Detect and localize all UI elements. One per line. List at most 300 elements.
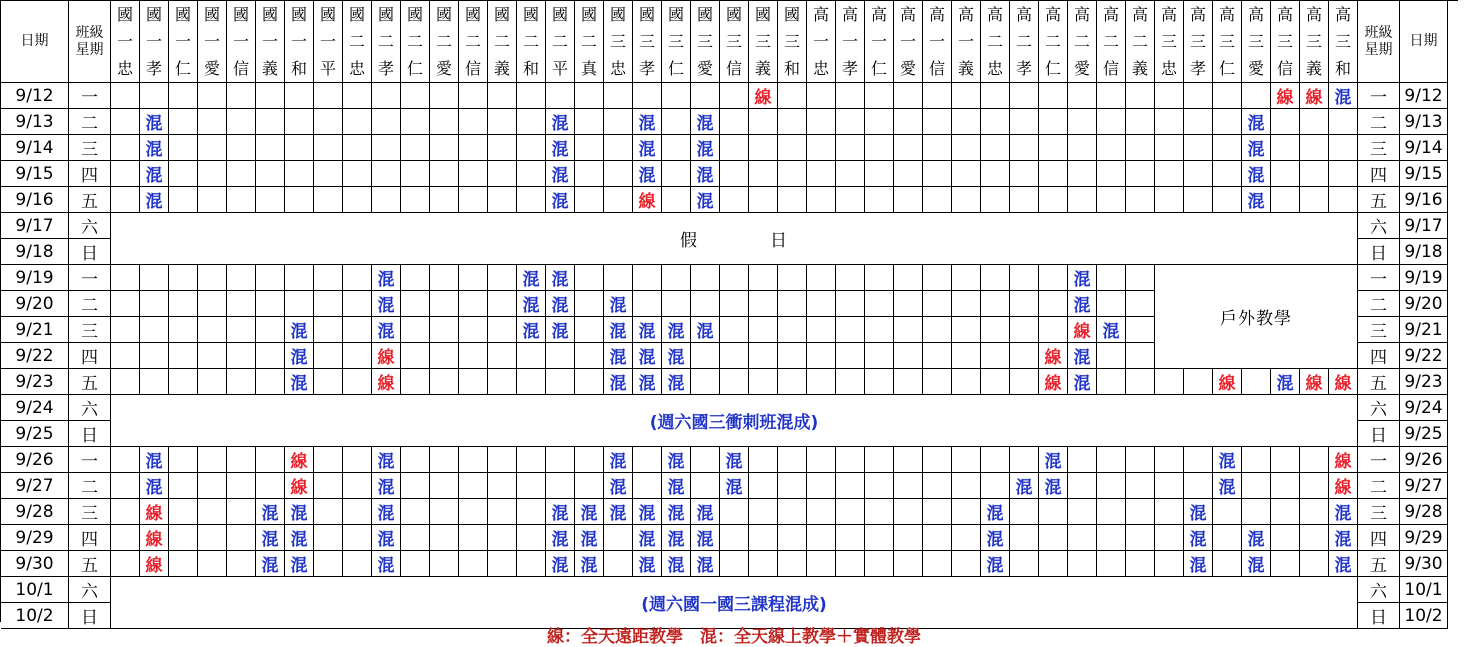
schedule-cell[interactable] — [952, 265, 981, 291]
schedule-cell[interactable] — [488, 187, 517, 213]
schedule-cell[interactable] — [1184, 499, 1213, 525]
schedule-cell[interactable] — [1329, 499, 1358, 525]
schedule-cell[interactable] — [1010, 447, 1039, 473]
schedule-cell[interactable] — [430, 317, 459, 343]
schedule-cell[interactable] — [285, 291, 314, 317]
schedule-cell[interactable] — [1329, 187, 1358, 213]
schedule-cell[interactable] — [923, 187, 952, 213]
schedule-cell[interactable] — [111, 447, 140, 473]
schedule-cell[interactable] — [981, 473, 1010, 499]
schedule-cell[interactable] — [343, 473, 372, 499]
schedule-cell[interactable] — [575, 525, 604, 551]
schedule-cell[interactable] — [372, 109, 401, 135]
schedule-cell[interactable] — [894, 83, 923, 109]
schedule-cell[interactable] — [1068, 109, 1097, 135]
schedule-cell[interactable] — [285, 161, 314, 187]
schedule-cell[interactable] — [430, 369, 459, 395]
schedule-cell[interactable] — [807, 499, 836, 525]
schedule-cell[interactable] — [720, 499, 749, 525]
schedule-cell[interactable] — [169, 473, 198, 499]
schedule-cell[interactable] — [343, 187, 372, 213]
schedule-cell[interactable] — [256, 291, 285, 317]
schedule-cell[interactable] — [1010, 83, 1039, 109]
schedule-cell[interactable] — [604, 109, 633, 135]
schedule-cell[interactable] — [517, 525, 546, 551]
schedule-cell[interactable] — [633, 473, 662, 499]
schedule-cell[interactable] — [952, 291, 981, 317]
schedule-cell[interactable] — [256, 473, 285, 499]
schedule-cell[interactable] — [169, 317, 198, 343]
schedule-cell[interactable] — [227, 317, 256, 343]
schedule-cell[interactable] — [343, 265, 372, 291]
schedule-cell[interactable] — [372, 369, 401, 395]
schedule-cell[interactable] — [111, 161, 140, 187]
schedule-cell[interactable] — [1213, 473, 1242, 499]
schedule-cell[interactable] — [459, 499, 488, 525]
schedule-cell[interactable] — [169, 135, 198, 161]
schedule-cell[interactable] — [662, 187, 691, 213]
schedule-cell[interactable] — [1126, 109, 1155, 135]
schedule-cell[interactable] — [923, 499, 952, 525]
schedule-cell[interactable] — [807, 551, 836, 577]
schedule-cell[interactable] — [285, 317, 314, 343]
class-header[interactable] — [1155, 1, 1184, 83]
schedule-cell[interactable] — [575, 343, 604, 369]
schedule-cell[interactable] — [865, 473, 894, 499]
schedule-cell[interactable] — [401, 473, 430, 499]
schedule-cell[interactable] — [256, 161, 285, 187]
schedule-cell[interactable] — [1271, 447, 1300, 473]
schedule-cell[interactable] — [662, 473, 691, 499]
schedule-cell[interactable] — [198, 369, 227, 395]
schedule-cell[interactable] — [459, 109, 488, 135]
schedule-cell[interactable] — [1213, 447, 1242, 473]
schedule-cell[interactable] — [140, 83, 169, 109]
schedule-cell[interactable] — [111, 187, 140, 213]
schedule-cell[interactable] — [952, 83, 981, 109]
schedule-cell[interactable] — [894, 369, 923, 395]
schedule-cell[interactable] — [227, 109, 256, 135]
schedule-cell[interactable] — [1126, 265, 1155, 291]
class-header[interactable] — [1300, 1, 1329, 83]
schedule-cell[interactable] — [923, 161, 952, 187]
class-header[interactable] — [807, 1, 836, 83]
schedule-cell[interactable] — [343, 161, 372, 187]
schedule-cell[interactable] — [1097, 161, 1126, 187]
class-header[interactable] — [1126, 1, 1155, 83]
schedule-cell[interactable] — [459, 343, 488, 369]
schedule-cell[interactable] — [720, 317, 749, 343]
schedule-cell[interactable] — [430, 499, 459, 525]
schedule-cell[interactable] — [459, 161, 488, 187]
schedule-cell[interactable] — [111, 551, 140, 577]
schedule-cell[interactable] — [1068, 317, 1097, 343]
schedule-cell[interactable] — [720, 369, 749, 395]
schedule-cell[interactable] — [546, 551, 575, 577]
schedule-cell[interactable] — [488, 551, 517, 577]
schedule-cell[interactable] — [662, 525, 691, 551]
schedule-cell[interactable] — [952, 551, 981, 577]
schedule-cell[interactable] — [1213, 551, 1242, 577]
schedule-cell[interactable] — [227, 499, 256, 525]
schedule-cell[interactable] — [1155, 135, 1184, 161]
schedule-cell[interactable] — [604, 291, 633, 317]
schedule-cell[interactable] — [1271, 499, 1300, 525]
schedule-cell[interactable] — [1010, 291, 1039, 317]
schedule-cell[interactable] — [778, 343, 807, 369]
schedule-cell[interactable] — [720, 473, 749, 499]
schedule-cell[interactable] — [1039, 161, 1068, 187]
schedule-cell[interactable] — [314, 317, 343, 343]
schedule-cell[interactable] — [1242, 473, 1271, 499]
schedule-cell[interactable] — [1010, 135, 1039, 161]
schedule-cell[interactable] — [604, 265, 633, 291]
schedule-cell[interactable] — [111, 473, 140, 499]
schedule-cell[interactable] — [604, 525, 633, 551]
schedule-cell[interactable] — [691, 109, 720, 135]
schedule-cell[interactable] — [169, 187, 198, 213]
schedule-cell[interactable] — [720, 161, 749, 187]
class-header[interactable] — [1010, 1, 1039, 83]
schedule-cell[interactable] — [401, 369, 430, 395]
schedule-cell[interactable] — [836, 447, 865, 473]
schedule-cell[interactable] — [140, 499, 169, 525]
schedule-cell[interactable] — [604, 187, 633, 213]
schedule-cell[interactable] — [488, 265, 517, 291]
schedule-cell[interactable] — [227, 135, 256, 161]
schedule-cell[interactable] — [256, 187, 285, 213]
schedule-cell[interactable] — [720, 109, 749, 135]
schedule-cell[interactable] — [1184, 109, 1213, 135]
schedule-cell[interactable] — [720, 343, 749, 369]
schedule-cell[interactable] — [140, 473, 169, 499]
schedule-cell[interactable] — [459, 369, 488, 395]
schedule-cell[interactable] — [836, 551, 865, 577]
schedule-cell[interactable] — [517, 135, 546, 161]
schedule-cell[interactable] — [169, 499, 198, 525]
schedule-cell[interactable] — [807, 109, 836, 135]
schedule-cell[interactable] — [1271, 161, 1300, 187]
schedule-cell[interactable] — [894, 291, 923, 317]
schedule-cell[interactable] — [749, 83, 778, 109]
schedule-cell[interactable] — [285, 551, 314, 577]
schedule-cell[interactable] — [198, 291, 227, 317]
schedule-cell[interactable] — [720, 187, 749, 213]
schedule-cell[interactable] — [1068, 473, 1097, 499]
schedule-cell[interactable] — [691, 499, 720, 525]
schedule-cell[interactable] — [1068, 291, 1097, 317]
schedule-cell[interactable] — [1039, 135, 1068, 161]
schedule-cell[interactable] — [807, 135, 836, 161]
schedule-cell[interactable] — [140, 317, 169, 343]
schedule-cell[interactable] — [227, 83, 256, 109]
schedule-cell[interactable] — [894, 551, 923, 577]
schedule-cell[interactable] — [517, 499, 546, 525]
schedule-cell[interactable] — [836, 473, 865, 499]
schedule-cell[interactable] — [459, 447, 488, 473]
schedule-cell[interactable] — [1097, 187, 1126, 213]
schedule-cell[interactable] — [778, 135, 807, 161]
schedule-cell[interactable] — [1097, 135, 1126, 161]
schedule-cell[interactable] — [1184, 447, 1213, 473]
schedule-cell[interactable] — [865, 187, 894, 213]
schedule-cell[interactable] — [1097, 369, 1126, 395]
schedule-cell[interactable] — [691, 447, 720, 473]
class-header[interactable] — [749, 1, 778, 83]
schedule-cell[interactable] — [546, 473, 575, 499]
schedule-cell[interactable] — [720, 83, 749, 109]
schedule-cell[interactable] — [778, 447, 807, 473]
schedule-cell[interactable] — [778, 83, 807, 109]
schedule-cell[interactable] — [575, 369, 604, 395]
schedule-cell[interactable] — [865, 525, 894, 551]
schedule-cell[interactable] — [285, 525, 314, 551]
schedule-cell[interactable] — [836, 369, 865, 395]
schedule-cell[interactable] — [227, 447, 256, 473]
schedule-cell[interactable] — [1213, 525, 1242, 551]
schedule-cell[interactable] — [894, 473, 923, 499]
schedule-cell[interactable] — [662, 369, 691, 395]
schedule-cell[interactable] — [1300, 473, 1329, 499]
schedule-cell[interactable] — [459, 187, 488, 213]
schedule-cell[interactable] — [198, 317, 227, 343]
schedule-cell[interactable] — [865, 499, 894, 525]
schedule-cell[interactable] — [140, 161, 169, 187]
schedule-cell[interactable] — [575, 317, 604, 343]
schedule-cell[interactable] — [691, 83, 720, 109]
schedule-cell[interactable] — [1097, 83, 1126, 109]
schedule-cell[interactable] — [314, 291, 343, 317]
schedule-cell[interactable] — [1068, 265, 1097, 291]
schedule-cell[interactable] — [430, 109, 459, 135]
schedule-cell[interactable] — [691, 369, 720, 395]
schedule-cell[interactable] — [1329, 525, 1358, 551]
schedule-cell[interactable] — [1097, 291, 1126, 317]
schedule-cell[interactable] — [1126, 291, 1155, 317]
schedule-cell[interactable] — [401, 499, 430, 525]
schedule-cell[interactable] — [401, 135, 430, 161]
schedule-cell[interactable] — [401, 187, 430, 213]
schedule-cell[interactable] — [1242, 83, 1271, 109]
schedule-cell[interactable] — [1184, 525, 1213, 551]
schedule-cell[interactable] — [604, 369, 633, 395]
schedule-cell[interactable] — [227, 473, 256, 499]
schedule-cell[interactable] — [807, 525, 836, 551]
schedule-cell[interactable] — [1242, 135, 1271, 161]
schedule-cell[interactable] — [691, 291, 720, 317]
schedule-cell[interactable] — [1213, 135, 1242, 161]
schedule-cell[interactable] — [488, 369, 517, 395]
schedule-cell[interactable] — [198, 551, 227, 577]
schedule-cell[interactable] — [227, 291, 256, 317]
schedule-cell[interactable] — [517, 551, 546, 577]
schedule-cell[interactable] — [111, 317, 140, 343]
class-header[interactable] — [720, 1, 749, 83]
class-header[interactable] — [140, 1, 169, 83]
schedule-cell[interactable] — [807, 291, 836, 317]
schedule-cell[interactable] — [1271, 187, 1300, 213]
schedule-cell[interactable] — [1300, 525, 1329, 551]
class-header[interactable] — [691, 1, 720, 83]
schedule-cell[interactable] — [1126, 551, 1155, 577]
class-header[interactable] — [894, 1, 923, 83]
schedule-cell[interactable] — [546, 265, 575, 291]
schedule-cell[interactable] — [256, 317, 285, 343]
schedule-cell[interactable] — [1010, 187, 1039, 213]
schedule-cell[interactable] — [1039, 473, 1068, 499]
schedule-cell[interactable] — [140, 369, 169, 395]
schedule-cell[interactable] — [981, 369, 1010, 395]
schedule-cell[interactable] — [256, 109, 285, 135]
schedule-cell[interactable] — [662, 551, 691, 577]
schedule-cell[interactable] — [1184, 161, 1213, 187]
schedule-cell[interactable] — [546, 369, 575, 395]
schedule-cell[interactable] — [1242, 551, 1271, 577]
schedule-cell[interactable] — [169, 343, 198, 369]
schedule-cell[interactable] — [488, 317, 517, 343]
schedule-cell[interactable] — [1010, 473, 1039, 499]
schedule-cell[interactable] — [1184, 187, 1213, 213]
schedule-cell[interactable] — [401, 525, 430, 551]
schedule-cell[interactable] — [140, 343, 169, 369]
schedule-cell[interactable] — [1039, 83, 1068, 109]
schedule-cell[interactable] — [343, 499, 372, 525]
schedule-cell[interactable] — [720, 447, 749, 473]
schedule-cell[interactable] — [517, 317, 546, 343]
schedule-cell[interactable] — [575, 265, 604, 291]
schedule-cell[interactable] — [343, 291, 372, 317]
schedule-cell[interactable] — [865, 343, 894, 369]
schedule-cell[interactable] — [372, 473, 401, 499]
schedule-cell[interactable] — [575, 187, 604, 213]
schedule-cell[interactable] — [285, 135, 314, 161]
schedule-cell[interactable] — [749, 447, 778, 473]
schedule-cell[interactable] — [1271, 83, 1300, 109]
class-header[interactable] — [778, 1, 807, 83]
schedule-cell[interactable] — [546, 317, 575, 343]
schedule-cell[interactable] — [140, 525, 169, 551]
schedule-cell[interactable] — [662, 499, 691, 525]
schedule-cell[interactable] — [865, 135, 894, 161]
schedule-cell[interactable] — [169, 265, 198, 291]
schedule-cell[interactable] — [546, 187, 575, 213]
schedule-cell[interactable] — [1300, 187, 1329, 213]
schedule-cell[interactable] — [1271, 551, 1300, 577]
schedule-cell[interactable] — [720, 265, 749, 291]
schedule-cell[interactable] — [1155, 83, 1184, 109]
schedule-cell[interactable] — [285, 369, 314, 395]
schedule-cell[interactable] — [1097, 265, 1126, 291]
schedule-cell[interactable] — [517, 265, 546, 291]
schedule-cell[interactable] — [1039, 317, 1068, 343]
schedule-cell[interactable] — [1068, 135, 1097, 161]
schedule-cell[interactable] — [488, 447, 517, 473]
schedule-cell[interactable] — [981, 551, 1010, 577]
schedule-cell[interactable] — [1126, 473, 1155, 499]
schedule-cell[interactable] — [198, 135, 227, 161]
schedule-cell[interactable] — [836, 499, 865, 525]
schedule-cell[interactable] — [459, 551, 488, 577]
schedule-cell[interactable] — [314, 135, 343, 161]
schedule-cell[interactable] — [1242, 187, 1271, 213]
schedule-cell[interactable] — [372, 187, 401, 213]
schedule-cell[interactable] — [923, 83, 952, 109]
schedule-cell[interactable] — [1184, 551, 1213, 577]
schedule-cell[interactable] — [198, 187, 227, 213]
schedule-cell[interactable] — [865, 447, 894, 473]
schedule-cell[interactable] — [1155, 369, 1184, 395]
schedule-cell[interactable] — [633, 83, 662, 109]
schedule-cell[interactable] — [575, 499, 604, 525]
schedule-cell[interactable] — [1300, 551, 1329, 577]
schedule-cell[interactable] — [836, 317, 865, 343]
schedule-cell[interactable] — [285, 187, 314, 213]
schedule-cell[interactable] — [894, 525, 923, 551]
schedule-cell[interactable] — [546, 83, 575, 109]
schedule-cell[interactable] — [372, 161, 401, 187]
schedule-cell[interactable] — [285, 499, 314, 525]
schedule-cell[interactable] — [662, 265, 691, 291]
schedule-cell[interactable] — [604, 343, 633, 369]
schedule-cell[interactable] — [923, 551, 952, 577]
schedule-cell[interactable] — [807, 187, 836, 213]
schedule-cell[interactable] — [865, 161, 894, 187]
schedule-cell[interactable] — [865, 83, 894, 109]
schedule-cell[interactable] — [1155, 551, 1184, 577]
schedule-cell[interactable] — [923, 369, 952, 395]
schedule-cell[interactable] — [401, 551, 430, 577]
schedule-cell[interactable] — [778, 499, 807, 525]
schedule-cell[interactable] — [1010, 525, 1039, 551]
class-header[interactable] — [1068, 1, 1097, 83]
class-header[interactable] — [952, 1, 981, 83]
class-header[interactable] — [865, 1, 894, 83]
schedule-cell[interactable] — [807, 343, 836, 369]
schedule-cell[interactable] — [952, 473, 981, 499]
class-header[interactable] — [256, 1, 285, 83]
schedule-cell[interactable] — [1068, 161, 1097, 187]
schedule-cell[interactable] — [459, 317, 488, 343]
schedule-cell[interactable] — [749, 525, 778, 551]
schedule-cell[interactable] — [546, 499, 575, 525]
schedule-cell[interactable] — [343, 83, 372, 109]
schedule-cell[interactable] — [140, 187, 169, 213]
schedule-cell[interactable] — [604, 135, 633, 161]
schedule-cell[interactable] — [575, 473, 604, 499]
schedule-cell[interactable] — [1097, 551, 1126, 577]
schedule-cell[interactable] — [1184, 135, 1213, 161]
schedule-cell[interactable] — [372, 291, 401, 317]
schedule-cell[interactable] — [894, 161, 923, 187]
schedule-cell[interactable] — [430, 291, 459, 317]
schedule-cell[interactable] — [778, 317, 807, 343]
class-header[interactable] — [546, 1, 575, 83]
schedule-cell[interactable] — [1126, 525, 1155, 551]
class-header[interactable] — [1097, 1, 1126, 83]
schedule-cell[interactable] — [749, 135, 778, 161]
schedule-cell[interactable] — [343, 317, 372, 343]
schedule-cell[interactable] — [1329, 473, 1358, 499]
schedule-cell[interactable] — [778, 109, 807, 135]
schedule-cell[interactable] — [1039, 525, 1068, 551]
schedule-cell[interactable] — [836, 135, 865, 161]
schedule-cell[interactable] — [314, 83, 343, 109]
class-header[interactable] — [1213, 1, 1242, 83]
schedule-cell[interactable] — [1010, 499, 1039, 525]
schedule-cell[interactable] — [952, 161, 981, 187]
schedule-cell[interactable] — [691, 135, 720, 161]
schedule-cell[interactable] — [430, 447, 459, 473]
